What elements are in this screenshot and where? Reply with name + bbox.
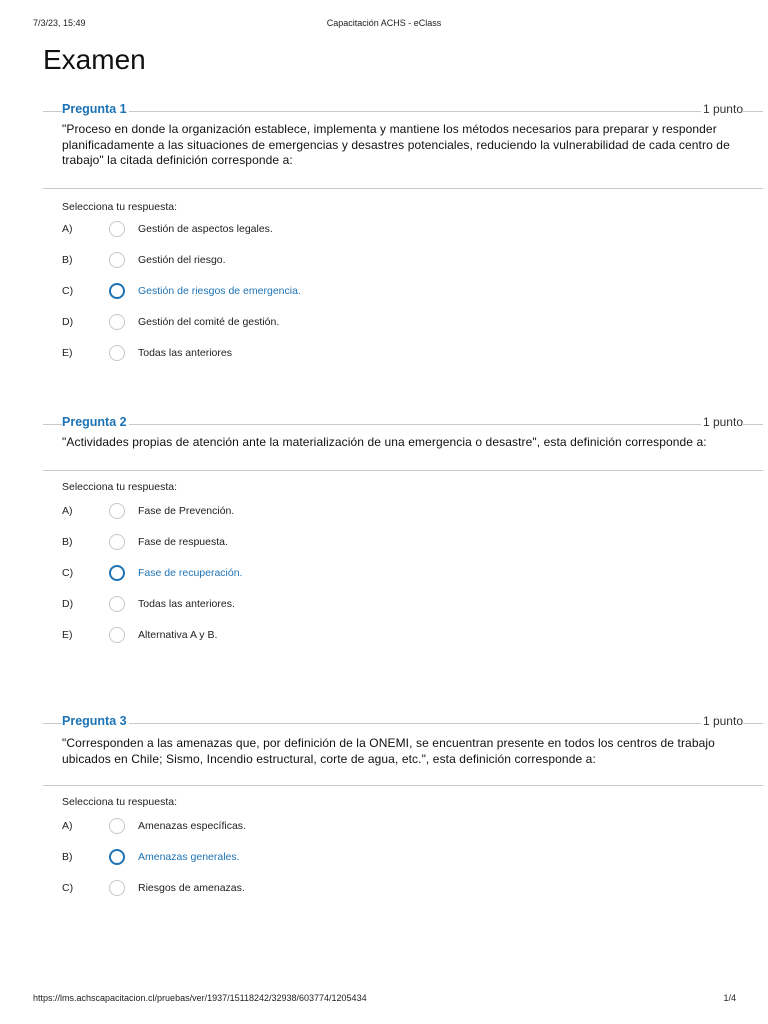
question-points: 1 punto [702, 714, 743, 728]
question-number: Pregunta 3 [62, 714, 127, 728]
answer-prompt: Selecciona tu respuesta: [62, 796, 177, 808]
question-divider [43, 188, 763, 189]
option-text: Fase de recuperación. [138, 566, 243, 579]
radio-button[interactable] [109, 503, 125, 519]
option-text: Gestión del riesgo. [138, 253, 226, 266]
question-header-rule [43, 424, 763, 425]
question-divider [43, 470, 763, 471]
option-letter: B) [62, 253, 73, 266]
question-number: Pregunta 1 [62, 102, 127, 116]
option-e[interactable] [62, 629, 763, 660]
options-list [43, 820, 763, 913]
option-text: Riesgos de amenazas. [138, 882, 245, 894]
option-letter: C) [62, 566, 74, 579]
option-c[interactable] [62, 567, 763, 598]
page-number: 1/4 [723, 993, 736, 1003]
option-letter: A) [62, 222, 73, 235]
option-letter: D) [62, 315, 74, 328]
options-list [43, 223, 763, 378]
question-3 [43, 714, 763, 913]
radio-button[interactable] [109, 221, 125, 237]
option-text: Amenazas generales. [138, 851, 240, 863]
option-b[interactable] [62, 254, 763, 285]
radio-button[interactable] [109, 345, 125, 361]
radio-button[interactable] [109, 252, 125, 268]
option-text: Todas las anteriores. [138, 597, 235, 610]
option-letter: A) [62, 504, 73, 517]
option-letter: C) [62, 284, 74, 297]
option-text: Fase de Prevención. [138, 504, 235, 517]
question-header [43, 102, 763, 120]
option-c[interactable] [62, 882, 763, 913]
question-points: 1 punto [702, 415, 743, 429]
answer-prompt: Selecciona tu respuesta: [62, 200, 177, 213]
option-letter: A) [62, 820, 73, 832]
option-e[interactable] [62, 347, 763, 378]
option-text: Gestión del comité de gestión. [138, 315, 280, 328]
radio-button[interactable] [109, 627, 125, 643]
question-divider [43, 785, 763, 786]
option-text: Gestión de riesgos de emergencia. [138, 284, 301, 297]
page-url: https://lms.achscapacitacion.cl/pruebas/ver/1937/15118242/32938/603774/1205434 [33, 993, 367, 1003]
page-title: Examen [43, 44, 146, 75]
question-text: "Proceso en donde la organización establece, implementa y mantiene los métodos necesarios para preparar y responder planificadamente a las situaciones de emergencias y desastres potenciales, reduciendo la vulnerabilidad de cada centro de trabajo" la citada definición corresponde a: [62, 122, 730, 167]
question-text: "Actividades propias de atención ante la materialización de una emergencia o desastre", esta definición corresponde a: [62, 435, 707, 449]
option-d[interactable] [62, 316, 763, 347]
question-header-rule [43, 111, 763, 112]
option-text: Alternativa A y B. [138, 628, 218, 641]
option-letter: E) [62, 628, 73, 641]
print-page-title: Capacitación ACHS - eClass [326, 18, 442, 28]
question-header-rule [43, 723, 763, 724]
print-date: 7/3/23, 15:49 [33, 18, 86, 28]
option-d[interactable] [62, 598, 763, 629]
option-b[interactable] [62, 851, 763, 882]
option-letter: B) [62, 535, 73, 548]
answer-prompt: Selecciona tu respuesta: [62, 480, 177, 493]
option-letter: E) [62, 346, 73, 359]
question-1 [43, 102, 763, 378]
radio-button[interactable] [109, 534, 125, 550]
question-text: "Corresponden a las amenazas que, por definición de la ONEMI, se encuentran presente en todos los centros de trabajo ubicados en Chile; Sismo, Incendio estructural, corte de agua, etc.", esta definición corresponde a: [62, 736, 715, 766]
radio-button-selected[interactable] [109, 283, 125, 299]
radio-button-selected[interactable] [109, 849, 125, 865]
question-number: Pregunta 2 [62, 415, 127, 429]
print-header [0, 18, 768, 32]
option-text: Gestión de aspectos legales. [138, 222, 273, 235]
option-letter: D) [62, 597, 74, 610]
question-2 [43, 415, 763, 660]
question-header [43, 415, 763, 433]
option-text: Todas las anteriores [138, 346, 232, 359]
option-letter: C) [62, 882, 74, 894]
option-c[interactable] [62, 285, 763, 316]
option-text: Fase de respuesta. [138, 535, 228, 548]
radio-button[interactable] [109, 818, 125, 834]
radio-button[interactable] [109, 596, 125, 612]
option-a[interactable] [62, 505, 763, 536]
option-b[interactable] [62, 536, 763, 567]
radio-button-selected[interactable] [109, 565, 125, 581]
option-letter: B) [62, 851, 73, 863]
option-a[interactable] [62, 820, 763, 851]
radio-button[interactable] [109, 880, 125, 896]
option-text: Amenazas específicas. [138, 820, 246, 832]
options-list [43, 505, 763, 660]
radio-button[interactable] [109, 314, 125, 330]
question-header [43, 714, 763, 732]
option-a[interactable] [62, 223, 763, 254]
question-points: 1 punto [702, 102, 743, 116]
